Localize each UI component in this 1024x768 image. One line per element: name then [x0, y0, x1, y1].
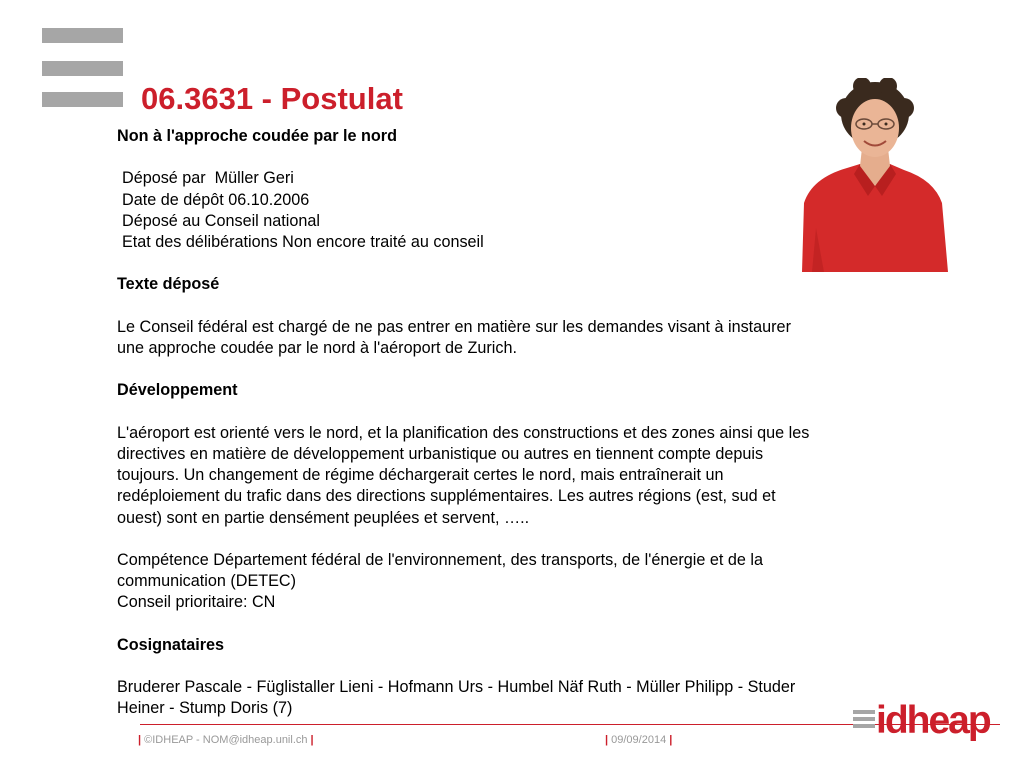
meta-line-conseil: Déposé au Conseil national [122, 211, 320, 230]
footer-date-text: 09/09/2014 [611, 734, 667, 746]
texte-heading: Texte déposé [117, 275, 220, 294]
meta-line-depose-par: Déposé par Müller Geri [122, 169, 294, 188]
person-icon [802, 78, 948, 272]
idheap-logo [853, 699, 990, 746]
cosignataires-body: Bruderer Pascale - Füglistaller Lieni - Hofmann Urs - Humbel Näf Ruth - Müller Philipp - Studer Heiner - Stump Doris (7) [117, 678, 796, 718]
slide-content [117, 126, 817, 720]
meta-line-etat: Etat des délibérations Non encore traité au conseil [122, 233, 484, 251]
logo-text: idheap [876, 699, 990, 742]
meta-line-date: Date de dépôt 06.10.2006 [122, 190, 310, 209]
footer-copyright-text: ©IDHEAP - NOM@idheap.unil.ch [144, 734, 308, 746]
competence-text: Compétence Département fédéral de l'environnement, des transports, de l'énergie et de la communication (DETEC) [117, 550, 763, 591]
texte-body: Le Conseil fédéral est chargé de ne pas entrer en matière sur les demandes visant à instaurer une approche coudée par le nord à l'aéroport de Zurich. [117, 317, 791, 357]
motion-meta [117, 168, 817, 253]
footer-copyright: | ©IDHEAP - NOM@idheap.unil.ch | [138, 734, 314, 746]
cosignataires-heading: Cosignataires [117, 635, 225, 654]
developpement-heading: Développement [117, 381, 238, 400]
portrait-photo [802, 78, 948, 272]
footer-date: | 09/09/2014 | [605, 734, 673, 746]
slide-title: 06.3631 - Postulat [141, 81, 403, 116]
motion-subtitle: Non à l'approche coudée par le nord [117, 127, 397, 145]
developpement-body: L'aéroport est orienté vers le nord, et la planification des constructions et des zones ainsi que les directives en matière de développement urbanistique ou autres en tiennent compte depuis toujours. Un changement de régime déchargerait certes le nord, mais entraînerait un redéploiement du trafic dans des directions supplémentaires. Les autres régions (est, sud et ouest) sont en partie densément peuplées et servent, ….. [117, 423, 810, 527]
conseil-prioritaire-text: Conseil prioritaire: CN [117, 593, 276, 612]
